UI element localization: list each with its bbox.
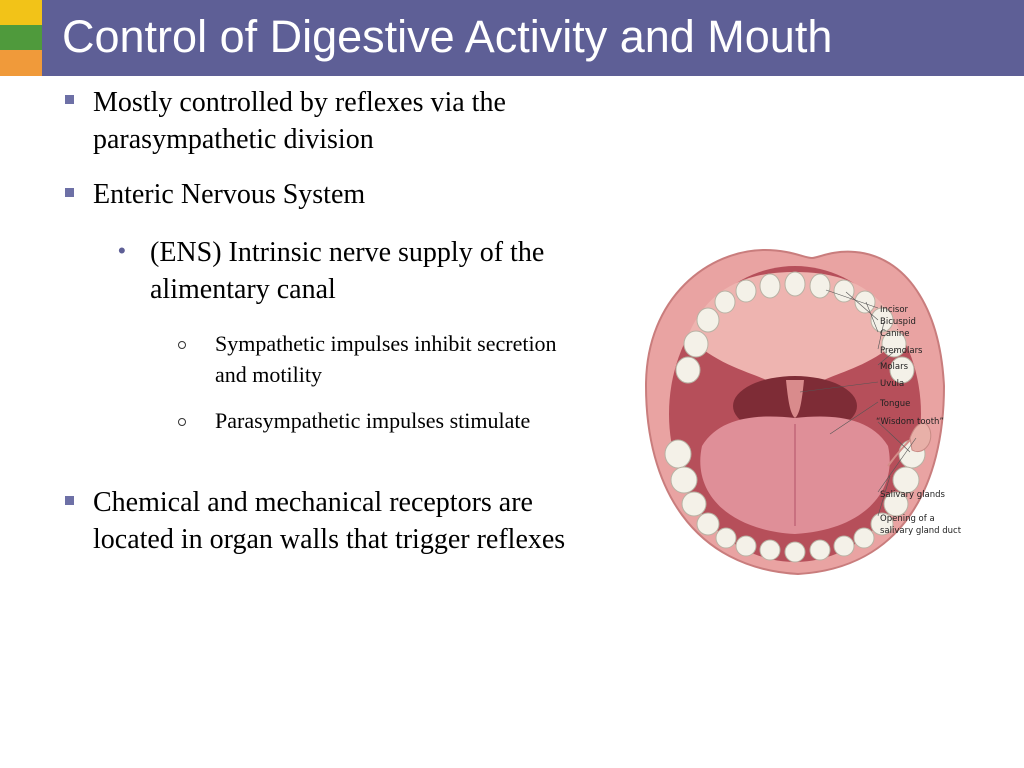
label-opening-line2: salivary gland duct — [880, 526, 962, 536]
slide-title: Control of Digestive Activity and Mouth — [62, 11, 833, 62]
label-canine: Canine — [880, 329, 910, 339]
label-premolars: Premolars — [880, 346, 923, 356]
circle-bullet-icon — [178, 418, 186, 426]
label-tongue: Tongue — [880, 399, 911, 409]
label-opening-line1: Opening of a — [880, 514, 935, 524]
bullet-reflexes: Mostly controlled by reflexes via the parasympathetic division — [93, 87, 506, 155]
bullet-sympathetic: Sympathetic impulses inhibit secretion and motility — [215, 331, 557, 387]
label-wisdom-tooth: “Wisdom tooth” — [876, 417, 944, 427]
label-molars: Molars — [880, 362, 909, 372]
label-uvula: Uvula — [880, 379, 905, 389]
bullet-ens-definition: (ENS) Intrinsic nerve supply of the alimentary canal — [150, 237, 545, 305]
label-salivary-glands: Salivary glands — [880, 490, 945, 500]
bullet-parasympathetic: Parasympathetic impulses stimulate — [215, 408, 531, 433]
label-incisor: Incisor — [880, 305, 909, 315]
mouth-anatomy-illustration — [640, 246, 974, 576]
label-bicuspid: Bicuspid — [880, 317, 916, 327]
circle-bullet-icon — [178, 341, 186, 349]
square-bullet-icon — [65, 95, 74, 104]
bullet-receptors: Chemical and mechanical receptors are located in organ walls that trigger reflexes — [93, 487, 566, 555]
dot-bullet-icon: • — [118, 238, 126, 263]
square-bullet-icon — [65, 496, 74, 505]
square-bullet-icon — [65, 188, 74, 197]
bullet-enteric-nervous-system: Enteric Nervous System — [93, 179, 366, 210]
